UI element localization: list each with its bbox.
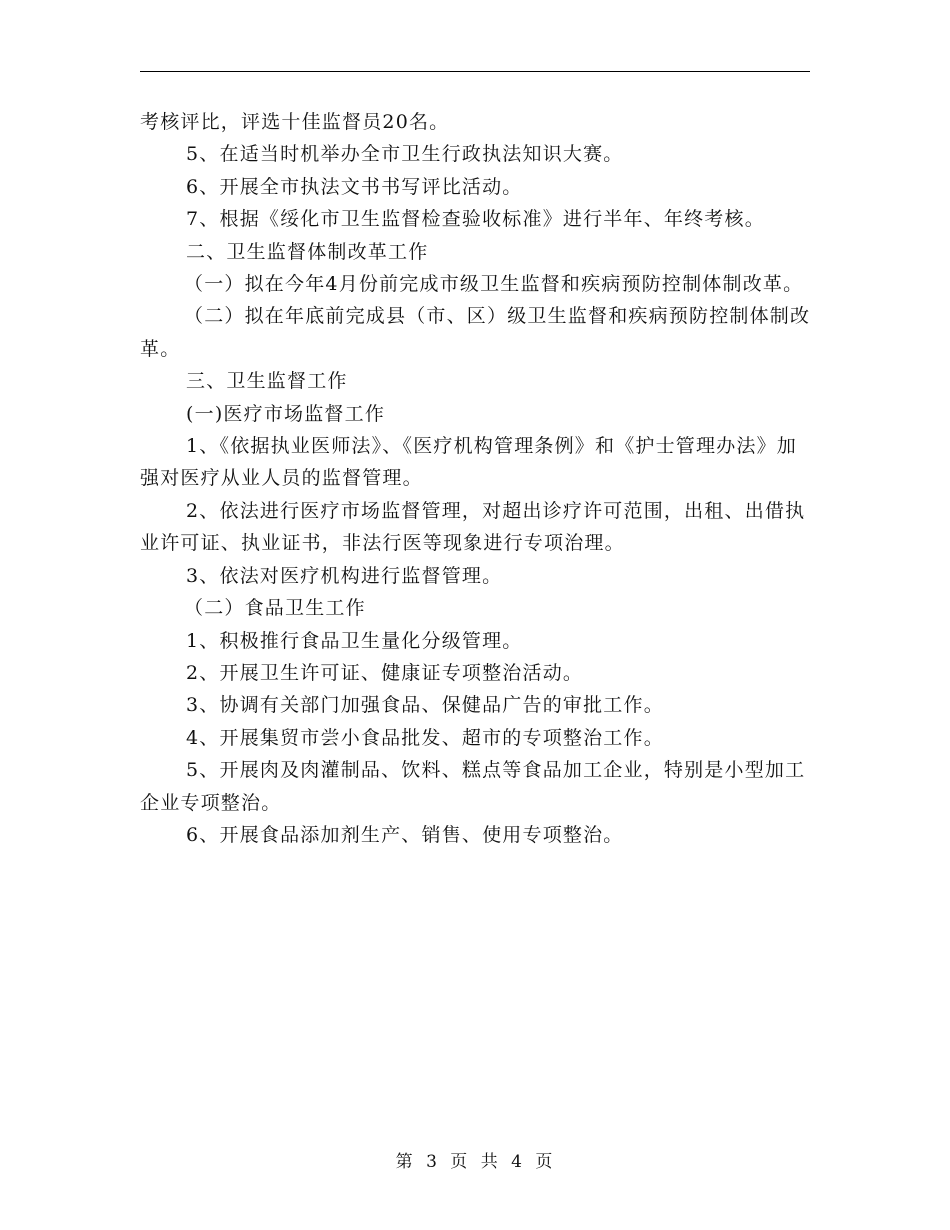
paragraph: 考核评比，评选十佳监督员20名。 <box>140 111 450 133</box>
section-heading: 三、卫生监督工作 <box>186 370 348 393</box>
page-number: 第 3 页 共 4 页 <box>395 1152 555 1172</box>
list-item: 6、开展全市执法文书书写评比活动。 <box>186 175 523 198</box>
list-item: 3、协调有关部门加强食品、保健品广告的审批工作。 <box>186 694 664 717</box>
list-item: 5、在适当时机举办全市卫生行政执法知识大赛。 <box>186 143 624 166</box>
list-item: 7、根据《绥化市卫生监督检查验收标准》进行半年、年终考核。 <box>186 208 765 231</box>
list-item: 2、开展卫生许可证、健康证专项整治活动。 <box>186 661 584 684</box>
list-item: （一）拟在今年4月份前完成市级卫生监督和疾病预防控制体制改革。 <box>184 273 804 296</box>
list-item: 3、依法对医疗机构进行监督管理。 <box>186 564 503 587</box>
list-item: 5、开展肉及肉灌制品、饮料、糕点等食品加工企业，特别是小型加工企业专项整治。 <box>140 759 806 814</box>
subsection-heading: (一)医疗市场监督工作 <box>186 402 386 425</box>
list-item: 4、开展集贸市尝小食品批发、超市的专项整治工作。 <box>186 726 664 749</box>
list-item: 2、依法进行医疗市场监督管理，对超出诊疗许可范围，出租、出借执业许可证、执业证书，非法行医等现象进行专项治理。 <box>140 499 806 555</box>
list-item: （二）拟在年底前完成县（市、区）级卫生监督和疾病预防控制体制改革。 <box>140 305 811 360</box>
header-rule <box>140 71 810 72</box>
list-item: 1、积极推行食品卫生量化分级管理。 <box>186 629 523 652</box>
subsection-heading: （二）食品卫生工作 <box>184 597 366 620</box>
list-item: 1、《依据执业医师法》、《医疗机构管理条例》和《护士管理办法》加强对医疗从业人员的监督管理。 <box>140 435 797 490</box>
document-body <box>140 106 812 851</box>
section-heading: 二、卫生监督体制改革工作 <box>186 240 429 263</box>
list-item: 6、开展食品添加剂生产、销售、使用专项整治。 <box>186 823 624 846</box>
